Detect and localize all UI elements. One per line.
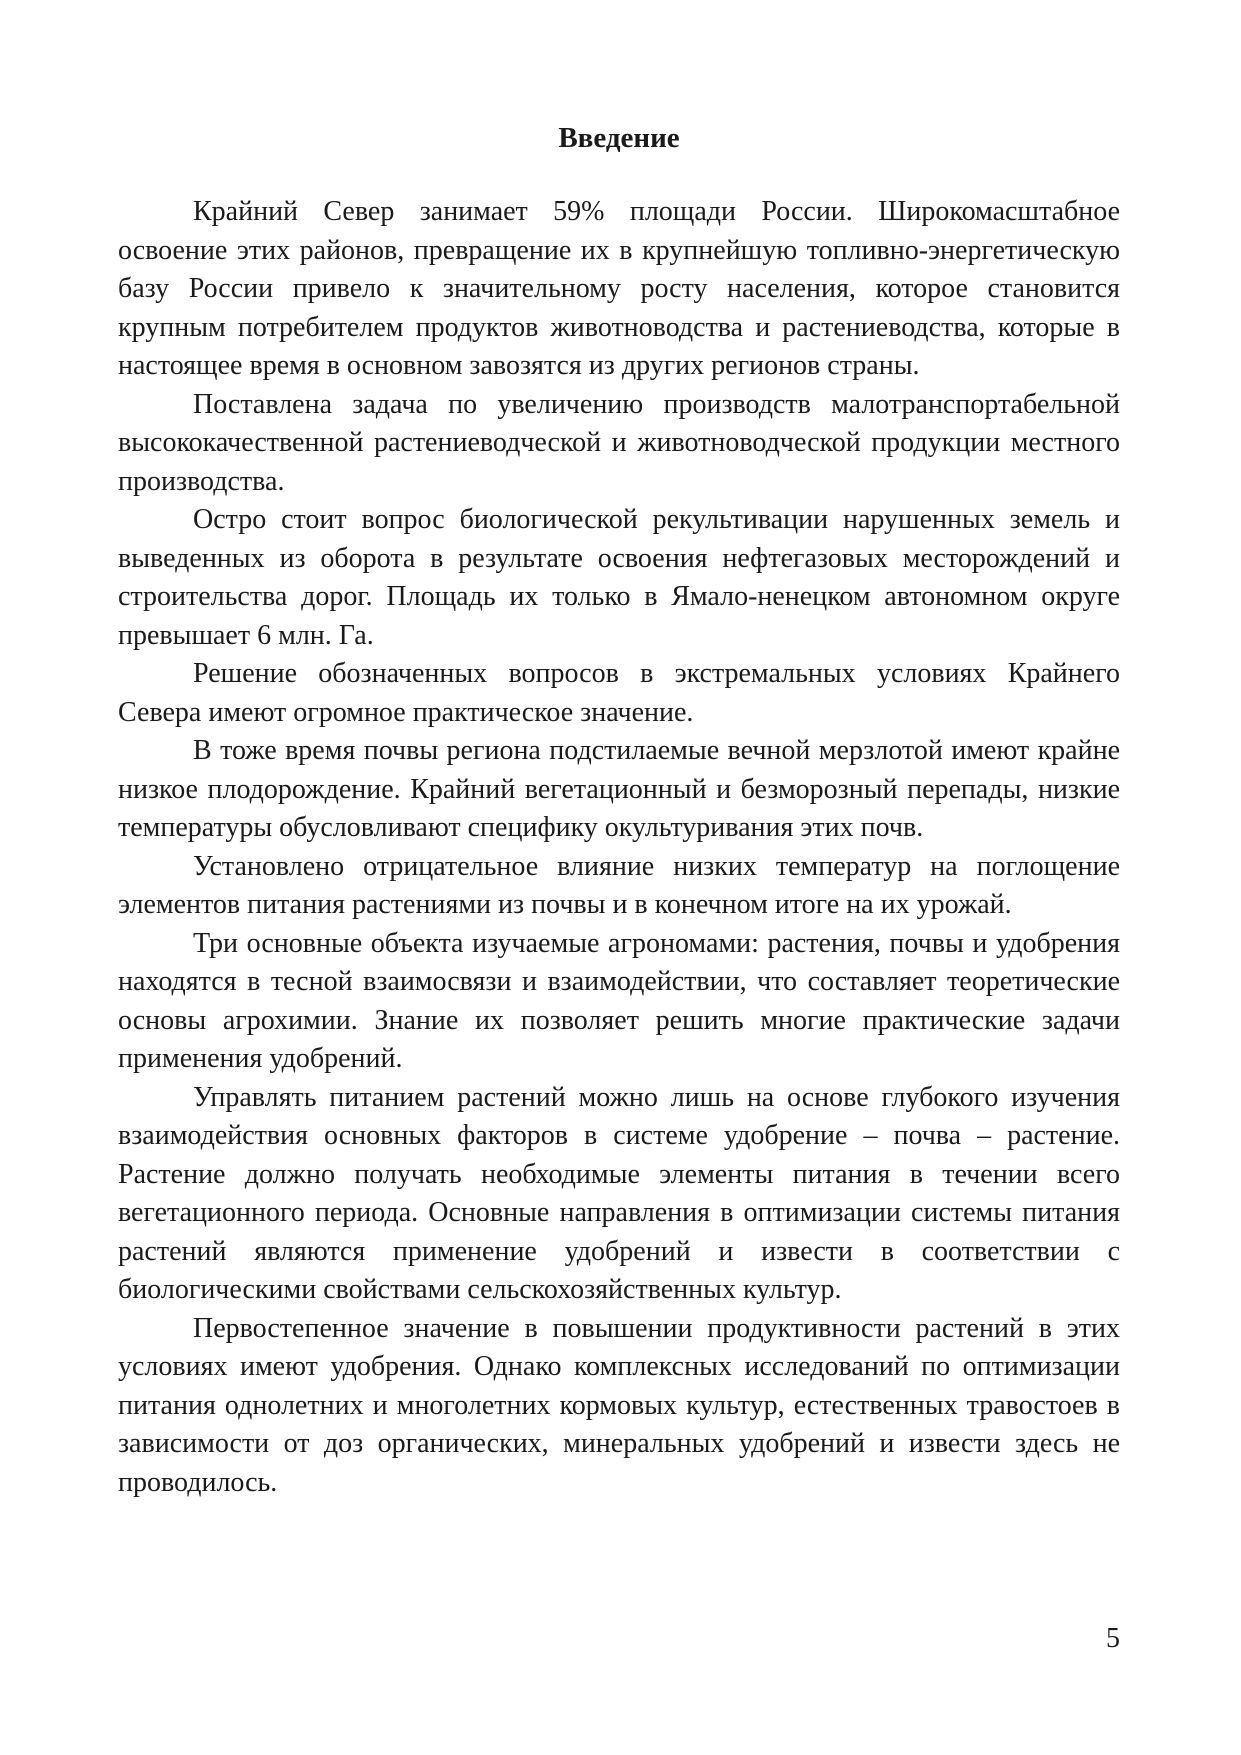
- paragraph-9: Первостепенное значение в повышении продуктивности растений в этих условиях имеют удобрения. Однако комплексных исследований по оптимизации питания однолетних и многолетних кормовых культур, естественных травостоев в зависимости от доз органических, минеральных удобрений и извести здесь не проводилось.: [118, 1312, 1120, 1498]
- paragraph-2: Поставлена задача по увеличению производств малотранспортабельной высококачественной растениеводческой и животноводческой продукции местного производства.: [118, 388, 1120, 497]
- paragraph-3: Остро стоит вопрос биологической рекультивации нарушенных земель и выведенных из оборота в результате освоения нефтегазовых месторождений и строительства дорог. Площадь их только в Ямало-ненецком автономном округе превышает 6 млн. Га.: [118, 504, 1120, 651]
- paragraph-4: Решение обозначенных вопросов в экстремальных условиях Крайнего Севера имеют огромное практическое значение.: [118, 658, 1120, 728]
- paragraph-8: Управлять питанием растений можно лишь на основе глубокого изучения взаимодействия основных факторов в системе удобрение – почва – растение. Растение должно получать необходимые элементы питания в течении всего вегетационного периода. Основные направления в оптимизации системы питания растений являются применение удобрений и извести в соответствии с биологическими свойствами сельскохозяйственных культур.: [118, 1081, 1120, 1305]
- body-text: [118, 193, 1120, 1502]
- paragraph-5: В тоже время почвы региона подстилаемые вечной мерзлотой имеют крайне низкое плодорождение. Крайний вегетационный и безморозный перепады, низкие температуры обусловливают специфику окультуривания этих почв.: [118, 735, 1120, 843]
- paragraph-6: Установлено отрицательное влияние низких температур на поглощение элементов питания растениями из почвы и в конечном итоге на их урожай.: [118, 850, 1120, 920]
- paragraph-1: Крайний Север занимает 59% площади России. Широкомасштабное освоение этих районов, превращение их в крупнейшую топливно-энергетическую базу России привело к значительному росту населения, которое становится крупным потребителем продуктов животноводства и растениеводства, которые в настоящее время в основном завозятся из других регионов страны.: [118, 196, 1120, 381]
- paragraph-7: Три основные объекта изучаемые агрономами: растения, почвы и удобрения находятся в тесной взаимосвязи и взаимодействии, что составляет теоретические основы агрохимии. Знание их позволяет решить многие практические задачи применения удобрений.: [118, 927, 1120, 1074]
- page-number: 5: [1106, 1623, 1120, 1654]
- page-title: Введение: [558, 122, 680, 154]
